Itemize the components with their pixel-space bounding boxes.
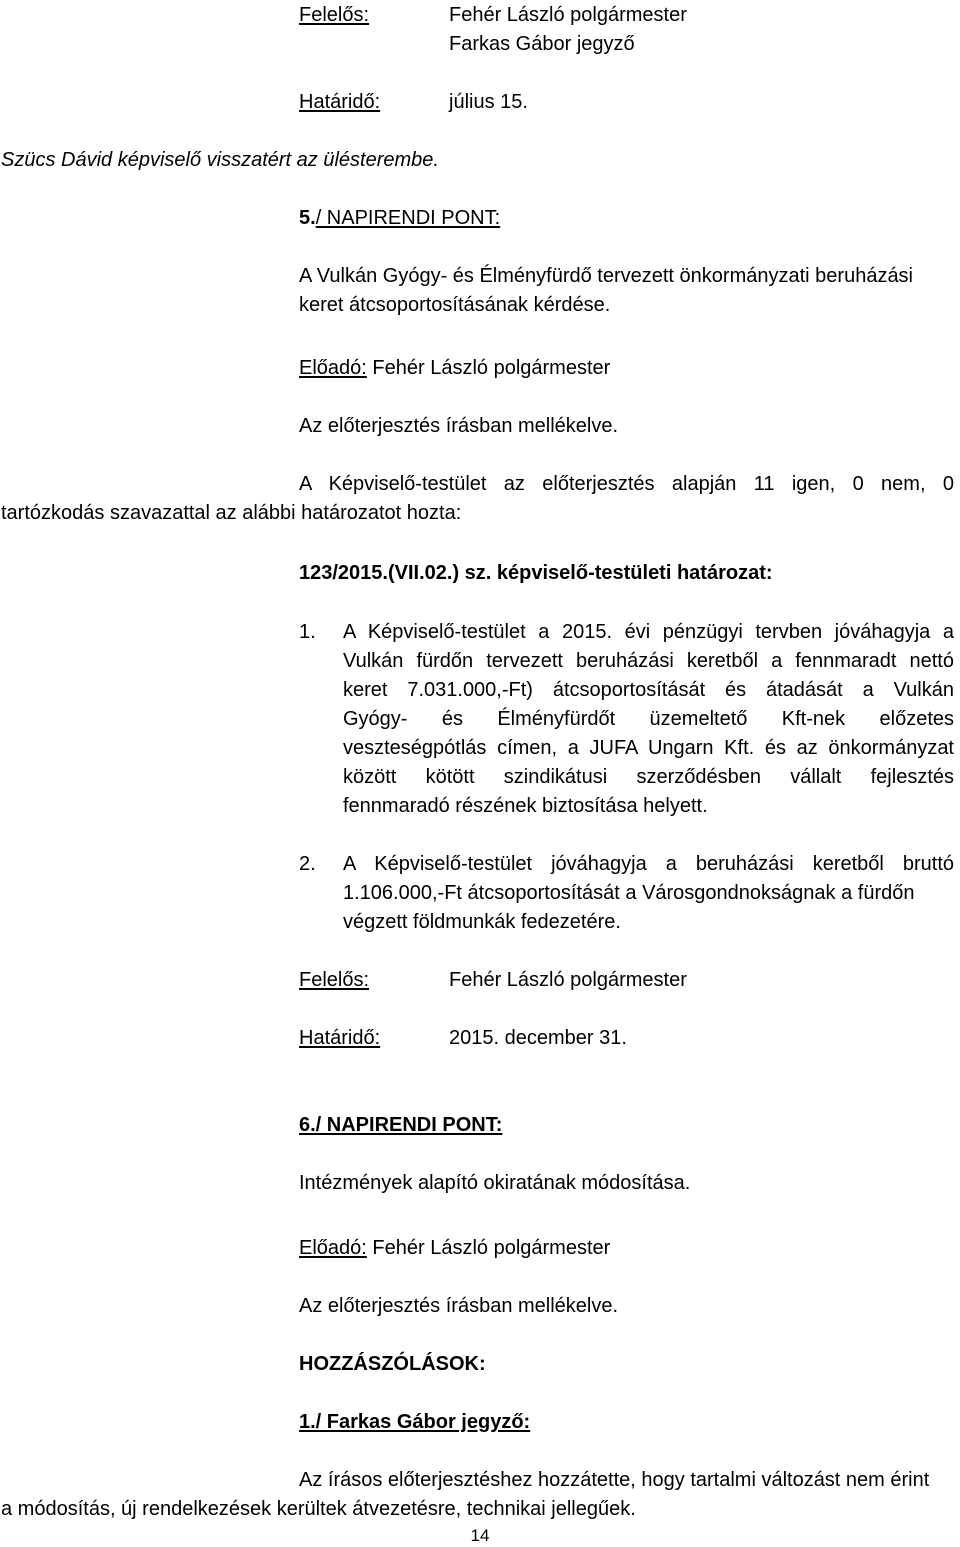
- resolution-point-line: 1.106.000,-Ft átcsoportosítását a Városgondnokságnak a fürdőn: [343, 882, 915, 904]
- attachment-note: Az előterjesztés írásban mellékelve.: [299, 415, 619, 437]
- agenda-title-line: A Vulkán Gyógy- és Élményfürdő tervezett önkormányzati beruházási: [299, 265, 914, 287]
- agenda-title-line: keret átcsoportosításának kérdése.: [299, 294, 611, 316]
- presenter-line: [299, 356, 610, 380]
- presenter-name: Fehér László polgármester: [366, 1237, 611, 1259]
- deadline-label: Határidő:: [299, 91, 381, 113]
- agenda-item-6-heading: 6./ NAPIRENDI PONT:: [299, 1114, 503, 1136]
- resolution-point-line: között kötött szindikátusi szerződésben vállalt fejlesztés: [343, 766, 954, 788]
- responsible-label: Felelős:: [299, 4, 370, 26]
- resolution-point-line: Gyógy- és Élményfürdőt üzemeltető Kft-nek előzetes: [343, 708, 954, 730]
- presenter-name: Fehér László polgármester: [366, 357, 611, 379]
- agenda-item-number: 5.: [299, 207, 316, 229]
- vote-line: tartózkodás szavazattal az alábbi határozatot hozta:: [1, 502, 462, 524]
- responsible-name: Fehér László polgármester: [449, 4, 687, 26]
- presenter-line: [299, 1236, 610, 1260]
- presenter-label: Előadó:: [299, 357, 367, 379]
- vote-line: A Képviselő-testület az előterjesztés alapján 11 igen, 0 nem, 0: [299, 473, 954, 495]
- comment-heading: 1./ Farkas Gábor jegyző:: [299, 1411, 531, 1433]
- resolution-point-number: 1.: [299, 621, 316, 643]
- comment-text-line: a módosítás, új rendelkezések kerültek átvezetésre, technikai jellegűek.: [1, 1498, 636, 1520]
- responsible-name-2: Farkas Gábor jegyző: [449, 33, 635, 55]
- agenda-item-label: / NAPIRENDI PONT:: [315, 207, 501, 229]
- deadline-value: 2015. december 31.: [449, 1027, 627, 1049]
- resolution-title: 123/2015.(VII.02.) sz. képviselő-testületi határozat:: [299, 562, 773, 584]
- resolution-point-number: 2.: [299, 853, 316, 875]
- resolution-point-line: Vulkán fürdőn tervezett beruházási keretből a fennmaradt nettó: [343, 650, 954, 672]
- resolution-point-line: A Képviselő-testület a 2015. évi pénzügyi tervben jóváhagyja a: [343, 621, 954, 643]
- resolution-point-line: A Képviselő-testület jóváhagyja a beruházási keretből bruttó: [343, 853, 954, 875]
- resolution-point-line: keret 7.031.000,-Ft) átcsoportosítását és átadását a Vulkán: [343, 679, 954, 701]
- agenda-title-line: Intézmények alapító okiratának módosítása.: [299, 1172, 691, 1194]
- responsible-label: Felelős:: [299, 969, 370, 991]
- resolution-point-line: veszteségpótlás címen, a JUFA Ungarn Kft. és az önkormányzat: [343, 737, 954, 759]
- session-note: Szücs Dávid képviselő visszatért az ülésterembe.: [1, 149, 439, 171]
- agenda-item-5-heading: [299, 206, 500, 230]
- resolution-point-line: fennmaradó részének biztosítása helyett.: [343, 795, 708, 817]
- presenter-label: Előadó:: [299, 1237, 367, 1259]
- resolution-point-line: végzett földmunkák fedezetére.: [343, 911, 621, 933]
- deadline-label: Határidő:: [299, 1027, 381, 1049]
- page-number: 14: [470, 1526, 490, 1545]
- comment-text-line: Az írásos előterjesztéshez hozzátette, hogy tartalmi változást nem érint: [299, 1469, 930, 1491]
- attachment-note: Az előterjesztés írásban mellékelve.: [299, 1295, 619, 1317]
- deadline-value: július 15.: [449, 91, 528, 113]
- responsible-name: Fehér László polgármester: [449, 969, 687, 991]
- comments-heading: HOZZÁSZÓLÁSOK:: [299, 1353, 486, 1375]
